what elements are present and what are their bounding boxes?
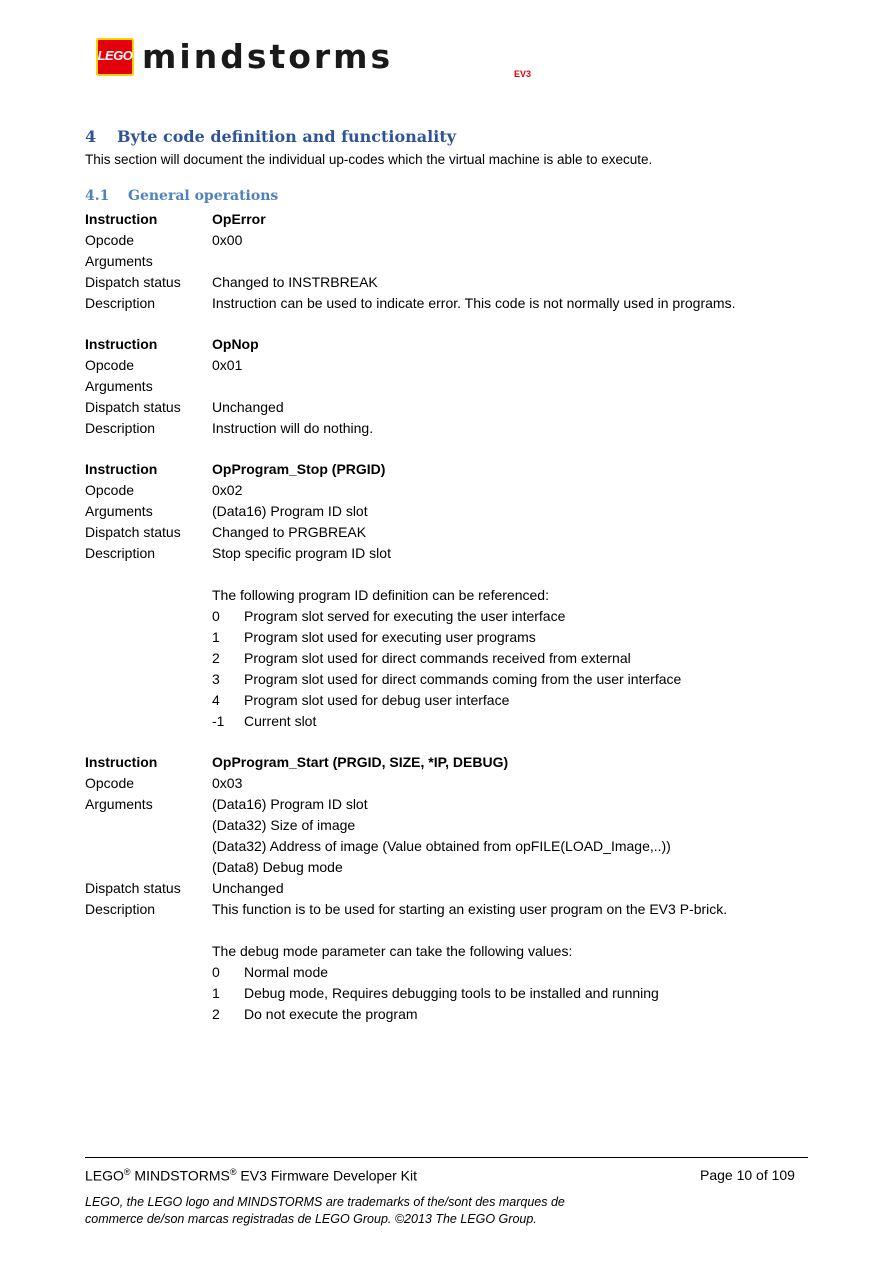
- description-note: The following program ID definition can be referenced:: [212, 587, 549, 603]
- list-item: -1 Current slot: [212, 713, 317, 729]
- dispatch-value: Unchanged: [212, 399, 284, 415]
- op-block-program-start: [85, 752, 825, 1025]
- footer-kit-title: LEGO® MINDSTORMS® EV3 Firmware Developer Kit: [85, 1167, 418, 1184]
- list-item: 1 Debug mode, Requires debugging tools to be installed and running: [212, 985, 659, 1001]
- section-title: Byte code definition and functionality: [117, 127, 456, 146]
- instruction-label: Instruction: [85, 754, 158, 770]
- footer-divider: [85, 1157, 808, 1158]
- instruction-label: Instruction: [85, 461, 158, 477]
- opcode-label: Opcode: [85, 357, 135, 373]
- description-value: Instruction will do nothing.: [212, 420, 374, 436]
- opcode-value: 0x03: [212, 775, 243, 791]
- subsection-title: General operations: [128, 188, 279, 204]
- dispatch-label: Dispatch status: [85, 880, 181, 896]
- argument-value: (Data16) Program ID slot: [212, 503, 368, 519]
- list-item: 3 Program slot used for direct commands coming from the user interface: [212, 671, 682, 687]
- description-label: Description: [85, 295, 156, 311]
- dispatch-value: Changed to PRGBREAK: [212, 524, 367, 540]
- op-block-opnop: [85, 334, 825, 439]
- list-item: 2 Do not execute the program: [212, 1006, 418, 1022]
- argument-value: (Data16) Program ID slot: [212, 796, 368, 812]
- arguments-label: Arguments: [85, 253, 153, 269]
- page-number: Page 10 of 109: [700, 1167, 795, 1183]
- description-value: This function is to be used for starting an existing user program on the EV3 P-brick.: [212, 901, 728, 917]
- dispatch-label: Dispatch status: [85, 399, 181, 415]
- ev3-label: EV3: [514, 69, 532, 79]
- section-number: 4: [85, 127, 97, 146]
- instruction-label: Instruction: [85, 336, 158, 352]
- arguments-label: Arguments: [85, 796, 153, 812]
- section-intro: This section will document the individual up-codes which the virtual machine is able to execute.: [85, 152, 653, 167]
- opcode-value: 0x00: [212, 232, 243, 248]
- list-item: 0 Program slot served for executing the user interface: [212, 608, 566, 624]
- description-value: Stop specific program ID slot: [212, 545, 391, 561]
- mindstorms-logo: [96, 37, 532, 79]
- instruction-name: OpProgram_Stop (PRGID): [212, 461, 386, 477]
- argument-value: (Data8) Debug mode: [212, 859, 343, 875]
- opcode-value: 0x02: [212, 482, 243, 498]
- description-value: Instruction can be used to indicate error. This code is not normally used in programs.: [212, 295, 736, 311]
- description-note: The debug mode parameter can take the following values:: [212, 943, 573, 959]
- list-item: 2 Program slot used for direct commands received from external: [212, 650, 631, 666]
- dispatch-value: Changed to INSTRBREAK: [212, 274, 378, 290]
- description-label: Description: [85, 420, 156, 436]
- op-block-program-stop: [85, 459, 825, 732]
- instruction-name: OpError: [212, 211, 266, 227]
- footer-legal: LEGO, the LEGO logo and MINDSTORMS are trademarks of the/sont des marques de commerce de/son marcas registradas de LEGO Group. ©2013 The LEGO Group.: [85, 1195, 565, 1226]
- list-item: 1 Program slot used for executing user programs: [212, 629, 536, 645]
- opcode-label: Opcode: [85, 482, 135, 498]
- argument-value: (Data32) Size of image: [212, 817, 356, 833]
- section-heading: [85, 127, 456, 146]
- instruction-name: OpProgram_Start (PRGID, SIZE, *IP, DEBUG): [212, 754, 509, 770]
- list-item: 0 Normal mode: [212, 964, 329, 980]
- opcode-label: Opcode: [85, 775, 135, 791]
- lego-badge: LEGO: [96, 38, 134, 76]
- instruction-label: Instruction: [85, 211, 158, 227]
- dispatch-label: Dispatch status: [85, 524, 181, 540]
- op-block-operror: [85, 209, 825, 314]
- description-label: Description: [85, 901, 156, 917]
- opcode-value: 0x01: [212, 357, 243, 373]
- opcode-label: Opcode: [85, 232, 135, 248]
- dispatch-value: Unchanged: [212, 880, 284, 896]
- list-item: 4 Program slot used for debug user interface: [212, 692, 510, 708]
- instruction-name: OpNop: [212, 336, 259, 352]
- argument-value: (Data32) Address of image (Value obtained from opFILE(LOAD_Image,..)): [212, 838, 671, 854]
- mindstorms-wordmark: mindstorms: [142, 37, 394, 76]
- dispatch-label: Dispatch status: [85, 274, 181, 290]
- description-label: Description: [85, 545, 156, 561]
- subsection-number: 4.1: [85, 188, 110, 204]
- arguments-label: Arguments: [85, 378, 153, 394]
- arguments-label: Arguments: [85, 503, 153, 519]
- subsection-heading: [85, 188, 278, 204]
